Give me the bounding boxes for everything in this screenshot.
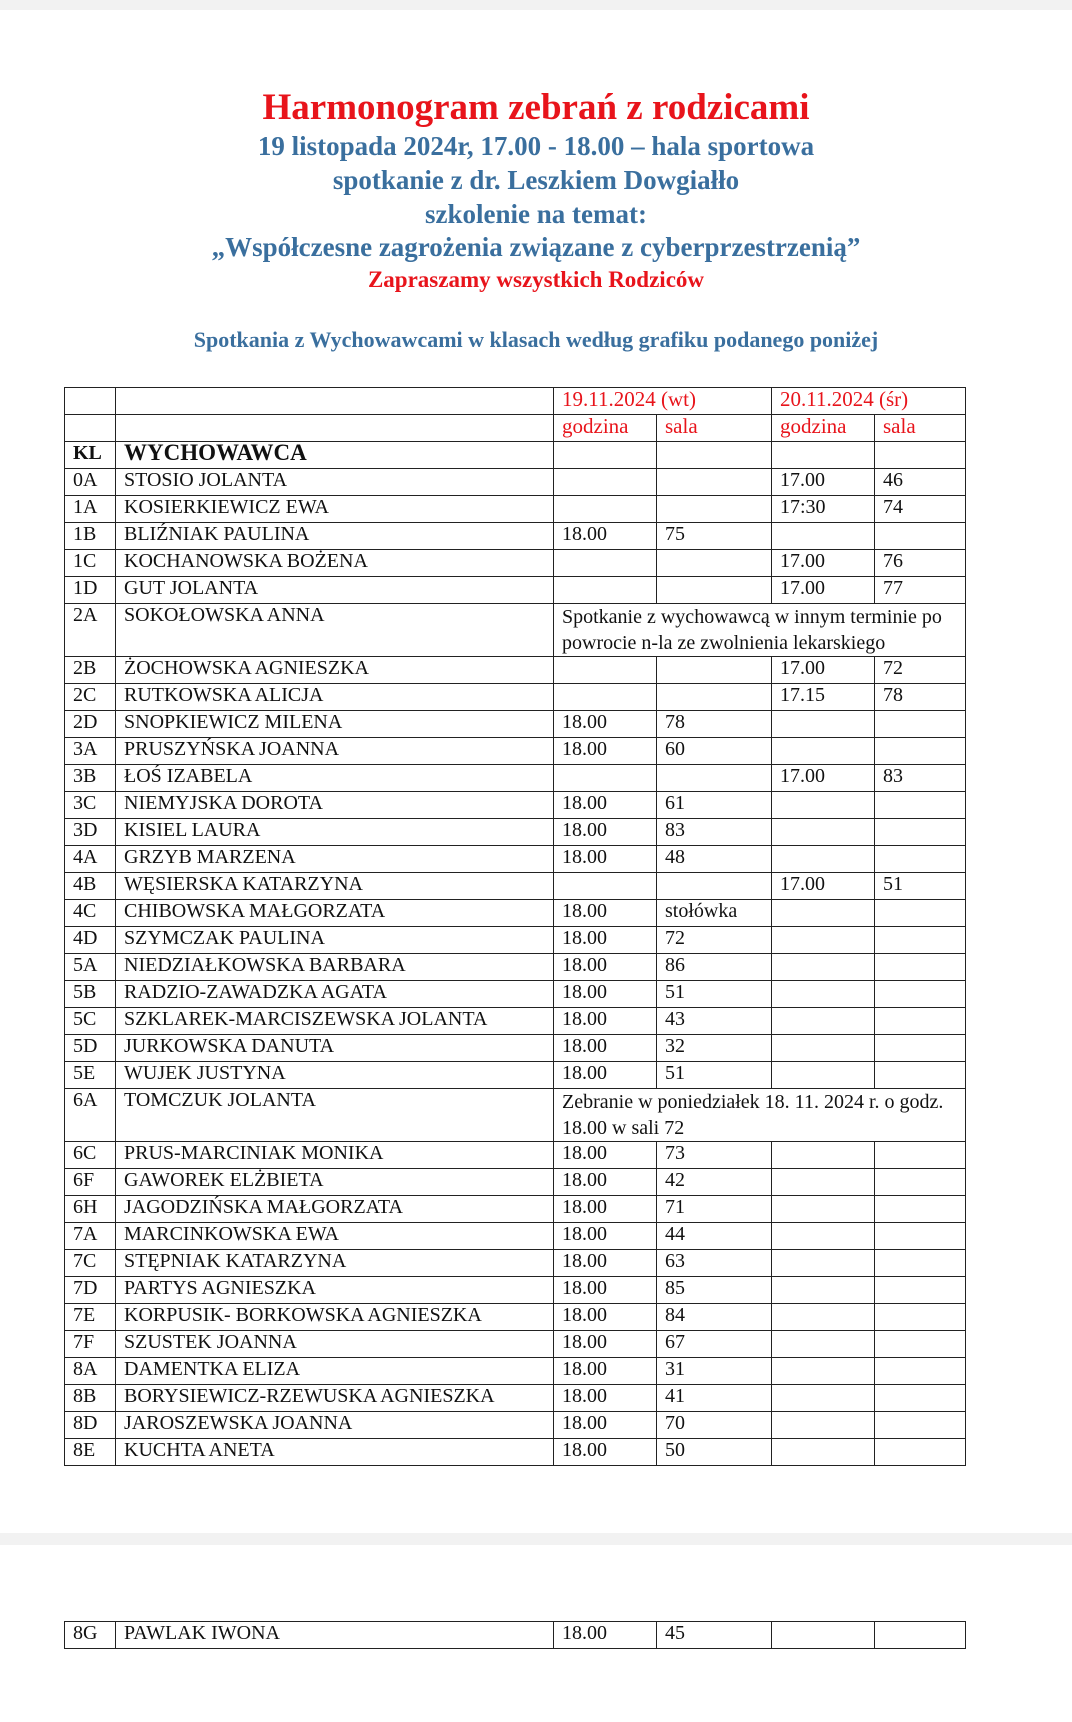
room-cell-day2: 77 <box>875 577 966 604</box>
time-cell-day1: 18.00 <box>554 711 657 738</box>
time-cell-day2 <box>772 1196 875 1223</box>
time-cell-day2 <box>772 900 875 927</box>
table-row <box>65 657 966 684</box>
room-cell-day2 <box>875 846 966 873</box>
time-cell-day2 <box>772 1277 875 1304</box>
class-cell: 4D <box>65 927 116 954</box>
room-cell-day2 <box>875 819 966 846</box>
teacher-cell: STOSIO JOLANTA <box>116 469 554 496</box>
room-cell-day1: 44 <box>657 1223 772 1250</box>
page-title: Harmonogram zebrań z rodzicami <box>262 87 810 128</box>
time-cell-day1: 18.00 <box>554 1385 657 1412</box>
teacher-cell: KOSIERKIEWICZ EWA <box>116 496 554 523</box>
schedule-table-continued <box>64 1621 966 1649</box>
class-cell: 2D <box>65 711 116 738</box>
room-cell-day2 <box>875 1196 966 1223</box>
teacher-cell: KISIEL LAURA <box>116 819 554 846</box>
time-cell-day2 <box>772 954 875 981</box>
room-cell-day2: 74 <box>875 496 966 523</box>
table-row <box>65 1089 966 1142</box>
room-cell-day1: 70 <box>657 1412 772 1439</box>
time-cell-day1 <box>554 469 657 496</box>
time-cell-day1: 18.00 <box>554 900 657 927</box>
teacher-cell: RADZIO-ZAWADZKA AGATA <box>116 981 554 1008</box>
table-row <box>65 1035 966 1062</box>
class-cell: 8B <box>65 1385 116 1412</box>
time-cell-day2 <box>772 1062 875 1089</box>
table-row <box>65 1223 966 1250</box>
column-header-row <box>65 415 966 442</box>
room-cell-day1 <box>657 657 772 684</box>
time-cell-day1: 18.00 <box>554 738 657 765</box>
class-cell: 1D <box>65 577 116 604</box>
room-cell-day1 <box>657 577 772 604</box>
time-cell-day1: 18.00 <box>554 1304 657 1331</box>
room-cell-day2 <box>875 1008 966 1035</box>
room-cell-day1 <box>657 469 772 496</box>
empty-cell <box>875 442 966 469</box>
room-cell-day1: 32 <box>657 1035 772 1062</box>
class-cell: 3B <box>65 765 116 792</box>
class-cell: 7D <box>65 1277 116 1304</box>
table-row <box>65 1439 966 1466</box>
room-cell-day2 <box>875 1035 966 1062</box>
room-cell-day2 <box>875 1223 966 1250</box>
room-cell-day1: 41 <box>657 1385 772 1412</box>
table-row <box>65 819 966 846</box>
room-cell-day1 <box>657 765 772 792</box>
class-cell: 8D <box>65 1412 116 1439</box>
room-cell-day2: 76 <box>875 550 966 577</box>
teacher-cell: PRUS-MARCINIAK MONIKA <box>116 1142 554 1169</box>
room-cell-day2 <box>875 1304 966 1331</box>
room-cell-day2: 51 <box>875 873 966 900</box>
teacher-cell: MARCINKOWSKA EWA <box>116 1223 554 1250</box>
teacher-cell: SZUSTEK JOANNA <box>116 1331 554 1358</box>
room-cell-day2 <box>875 927 966 954</box>
empty-cell <box>772 442 875 469</box>
schedule-table <box>64 387 966 1466</box>
class-cell: 8A <box>65 1358 116 1385</box>
time-cell-day2 <box>772 1250 875 1277</box>
room-cell-day1: stołówka <box>657 900 772 927</box>
time-header-1: godzina <box>554 415 657 442</box>
time-cell-day1 <box>554 496 657 523</box>
room-cell-day1: 43 <box>657 1008 772 1035</box>
table-row <box>65 1304 966 1331</box>
class-cell: 4A <box>65 846 116 873</box>
time-cell-day2 <box>772 846 875 873</box>
date-header-2: 20.11.2024 (śr) <box>772 388 966 415</box>
table-row <box>65 1008 966 1035</box>
class-cell: 7F <box>65 1331 116 1358</box>
time-cell-day2: 17:30 <box>772 496 875 523</box>
room-cell-day1 <box>657 684 772 711</box>
time-cell-day2: 17.15 <box>772 684 875 711</box>
room-cell-day2 <box>875 1277 966 1304</box>
empty-cell <box>116 415 554 442</box>
time-cell-day1: 18.00 <box>554 792 657 819</box>
time-cell-day1: 18.00 <box>554 1622 657 1649</box>
room-cell-day2: 83 <box>875 765 966 792</box>
teacher-cell: PAWLAK IWONA <box>116 1622 554 1649</box>
class-cell: 4C <box>65 900 116 927</box>
room-cell-day2 <box>875 1250 966 1277</box>
time-cell-day1: 18.00 <box>554 1008 657 1035</box>
table-row <box>65 765 966 792</box>
time-cell-day2 <box>772 927 875 954</box>
room-cell-day1: 51 <box>657 1062 772 1089</box>
time-cell-day2 <box>772 819 875 846</box>
table-row <box>65 469 966 496</box>
time-cell-day2 <box>772 1358 875 1385</box>
speaker-line: spotkanie z dr. Leszkiem Dowgiałło <box>332 165 740 195</box>
empty-cell <box>657 442 772 469</box>
document-page-1 <box>0 10 1072 1533</box>
class-cell: 1B <box>65 523 116 550</box>
table-row <box>65 792 966 819</box>
teacher-cell: JAROSZEWSKA JOANNA <box>116 1412 554 1439</box>
table-row <box>65 1358 966 1385</box>
table-row <box>65 873 966 900</box>
time-cell-day1: 18.00 <box>554 1358 657 1385</box>
table-row <box>65 684 966 711</box>
time-cell-day1 <box>554 657 657 684</box>
teacher-cell: SZYMCZAK PAULINA <box>116 927 554 954</box>
teacher-cell: BORYSIEWICZ-RZEWUSKA AGNIESZKA <box>116 1385 554 1412</box>
table-row <box>65 577 966 604</box>
room-cell-day1: 48 <box>657 846 772 873</box>
time-cell-day1 <box>554 684 657 711</box>
teacher-cell: PRUSZYŃSKA JOANNA <box>116 738 554 765</box>
empty-cell <box>554 442 657 469</box>
teacher-cell: SOKOŁOWSKA ANNA <box>116 604 554 657</box>
room-cell-day1 <box>657 873 772 900</box>
room-cell-day1: 72 <box>657 927 772 954</box>
table-row <box>65 711 966 738</box>
table-row <box>65 738 966 765</box>
class-cell: 6H <box>65 1196 116 1223</box>
time-cell-day1 <box>554 577 657 604</box>
table-row <box>65 523 966 550</box>
teacher-cell: RUTKOWSKA ALICJA <box>116 684 554 711</box>
room-cell-day2 <box>875 1412 966 1439</box>
class-cell: 5C <box>65 1008 116 1035</box>
time-cell-day2 <box>772 1169 875 1196</box>
time-cell-day1: 18.00 <box>554 1331 657 1358</box>
time-cell-day2 <box>772 738 875 765</box>
table-row <box>65 1331 966 1358</box>
room-cell-day2: 78 <box>875 684 966 711</box>
empty-cell <box>116 388 554 415</box>
time-cell-day1: 18.00 <box>554 1169 657 1196</box>
teacher-cell: GAWOREK ELŻBIETA <box>116 1169 554 1196</box>
room-cell-day1: 75 <box>657 523 772 550</box>
time-cell-day1: 18.00 <box>554 927 657 954</box>
class-cell: 1A <box>65 496 116 523</box>
room-cell-day2 <box>875 1622 966 1649</box>
time-cell-day2: 17.00 <box>772 657 875 684</box>
training-topic: „Współczesne zagrożenia związane z cyberprzestrzenią” <box>211 232 861 262</box>
table-row <box>65 604 966 657</box>
note-cell: Spotkanie z wychowawcą w innym terminie po powrocie n-la ze zwolnienia lekarskiego <box>554 604 966 657</box>
title-header-row <box>65 442 966 469</box>
table-row <box>65 1142 966 1169</box>
teacher-cell: KOCHANOWSKA BOŻENA <box>116 550 554 577</box>
time-cell-day1 <box>554 765 657 792</box>
time-cell-day1: 18.00 <box>554 1277 657 1304</box>
room-cell-day1: 84 <box>657 1304 772 1331</box>
room-cell-day2 <box>875 1385 966 1412</box>
table-row <box>65 927 966 954</box>
time-cell-day2 <box>772 1385 875 1412</box>
room-cell-day1: 42 <box>657 1169 772 1196</box>
time-cell-day1: 18.00 <box>554 1223 657 1250</box>
class-cell: 1C <box>65 550 116 577</box>
room-cell-day1: 67 <box>657 1331 772 1358</box>
teacher-cell: SNOPKIEWICZ MILENA <box>116 711 554 738</box>
table-row <box>65 981 966 1008</box>
invitation-line: Zapraszamy wszystkich Rodziców <box>367 267 705 292</box>
time-cell-day2 <box>772 711 875 738</box>
table-row <box>65 846 966 873</box>
time-cell-day1 <box>554 550 657 577</box>
time-cell-day2: 17.00 <box>772 577 875 604</box>
date-header-row <box>65 388 966 415</box>
table-row <box>65 900 966 927</box>
teacher-cell: CHIBOWSKA MAŁGORZATA <box>116 900 554 927</box>
time-cell-day1: 18.00 <box>554 1035 657 1062</box>
time-cell-day2 <box>772 1622 875 1649</box>
time-cell-day2: 17.00 <box>772 873 875 900</box>
event-date-line: 19 listopada 2024r, 17.00 - 18.00 – hala sportowa <box>257 131 815 161</box>
table-row <box>65 550 966 577</box>
class-cell: 7A <box>65 1223 116 1250</box>
time-cell-day1: 18.00 <box>554 819 657 846</box>
time-cell-day1: 18.00 <box>554 1196 657 1223</box>
time-cell-day2 <box>772 523 875 550</box>
teacher-cell: KORPUSIK- BORKOWSKA AGNIESZKA <box>116 1304 554 1331</box>
class-header: KL <box>65 442 116 469</box>
class-cell: 5D <box>65 1035 116 1062</box>
time-cell-day1: 18.00 <box>554 1439 657 1466</box>
teacher-cell: WUJEK JUSTYNA <box>116 1062 554 1089</box>
class-cell: 6C <box>65 1142 116 1169</box>
table-row <box>65 1062 966 1089</box>
room-header-2: sala <box>875 415 966 442</box>
room-cell-day2 <box>875 738 966 765</box>
class-cell: 0A <box>65 469 116 496</box>
room-cell-day1: 50 <box>657 1439 772 1466</box>
room-cell-day1: 51 <box>657 981 772 1008</box>
time-cell-day1 <box>554 873 657 900</box>
room-cell-day2: 46 <box>875 469 966 496</box>
teacher-cell: TOMCZUK JOLANTA <box>116 1089 554 1142</box>
teacher-cell: GRZYB MARZENA <box>116 846 554 873</box>
empty-cell <box>65 415 116 442</box>
room-cell-day1: 45 <box>657 1622 772 1649</box>
class-cell: 6F <box>65 1169 116 1196</box>
room-cell-day2 <box>875 1169 966 1196</box>
teacher-cell: ŻOCHOWSKA AGNIESZKA <box>116 657 554 684</box>
room-cell-day1: 61 <box>657 792 772 819</box>
class-cell: 5A <box>65 954 116 981</box>
time-cell-day2 <box>772 1035 875 1062</box>
time-header-2: godzina <box>772 415 875 442</box>
date-header-1: 19.11.2024 (wt) <box>554 388 772 415</box>
table-row <box>65 1385 966 1412</box>
room-cell-day2 <box>875 711 966 738</box>
room-cell-day1: 78 <box>657 711 772 738</box>
time-cell-day2 <box>772 1331 875 1358</box>
teacher-cell: JAGODZIŃSKA MAŁGORZATA <box>116 1196 554 1223</box>
table-row <box>65 1169 966 1196</box>
room-cell-day2 <box>875 792 966 819</box>
room-cell-day2 <box>875 1439 966 1466</box>
table-row <box>65 1622 966 1649</box>
table-row <box>65 1250 966 1277</box>
training-topic-label: szkolenie na temat: <box>425 199 647 229</box>
time-cell-day2: 17.00 <box>772 469 875 496</box>
room-cell-day1: 85 <box>657 1277 772 1304</box>
time-cell-day1: 18.00 <box>554 1142 657 1169</box>
class-cell: 3D <box>65 819 116 846</box>
table-row <box>65 1277 966 1304</box>
room-cell-day1: 60 <box>657 738 772 765</box>
time-cell-day1: 18.00 <box>554 1062 657 1089</box>
class-cell: 3C <box>65 792 116 819</box>
time-cell-day1: 18.00 <box>554 981 657 1008</box>
time-cell-day1: 18.00 <box>554 523 657 550</box>
room-cell-day2 <box>875 900 966 927</box>
teacher-cell: WĘSIERSKA KATARZYNA <box>116 873 554 900</box>
room-cell-day2 <box>875 1142 966 1169</box>
room-cell-day2 <box>875 954 966 981</box>
class-cell: 4B <box>65 873 116 900</box>
room-header-1: sala <box>657 415 772 442</box>
time-cell-day2 <box>772 1142 875 1169</box>
time-cell-day1: 18.00 <box>554 1250 657 1277</box>
room-cell-day1: 86 <box>657 954 772 981</box>
class-cell: 5B <box>65 981 116 1008</box>
time-cell-day2 <box>772 1304 875 1331</box>
time-cell-day2: 17.00 <box>772 550 875 577</box>
table-row <box>65 1196 966 1223</box>
teacher-cell: GUT JOLANTA <box>116 577 554 604</box>
time-cell-day1: 18.00 <box>554 846 657 873</box>
teacher-header: WYCHOWAWCA <box>116 442 554 469</box>
time-cell-day2 <box>772 1223 875 1250</box>
room-cell-day1 <box>657 550 772 577</box>
class-cell: 3A <box>65 738 116 765</box>
table-row <box>65 954 966 981</box>
note-cell: Zebranie w poniedziałek 18. 11. 2024 r. o godz. 18.00 w sali 72 <box>554 1089 966 1142</box>
room-cell-day1: 63 <box>657 1250 772 1277</box>
teacher-cell: NIEMYJSKA DOROTA <box>116 792 554 819</box>
class-cell: 8G <box>65 1622 116 1649</box>
room-cell-day1: 71 <box>657 1196 772 1223</box>
class-cell: 7C <box>65 1250 116 1277</box>
time-cell-day2 <box>772 981 875 1008</box>
table-row <box>65 496 966 523</box>
room-cell-day2 <box>875 1331 966 1358</box>
class-cell: 2C <box>65 684 116 711</box>
teacher-cell: DAMENTKA ELIZA <box>116 1358 554 1385</box>
teacher-cell: JURKOWSKA DANUTA <box>116 1035 554 1062</box>
room-cell-day2 <box>875 1062 966 1089</box>
room-cell-day2 <box>875 1358 966 1385</box>
room-cell-day1: 73 <box>657 1142 772 1169</box>
time-cell-day1: 18.00 <box>554 954 657 981</box>
schedule-subtitle: Spotkania z Wychowawcami w klasach według grafiku podanego poniżej <box>193 327 879 352</box>
room-cell-day2 <box>875 981 966 1008</box>
teacher-cell: ŁOŚ IZABELA <box>116 765 554 792</box>
teacher-cell: KUCHTA ANETA <box>116 1439 554 1466</box>
class-cell: 5E <box>65 1062 116 1089</box>
teacher-cell: STĘPNIAK KATARZYNA <box>116 1250 554 1277</box>
teacher-cell: NIEDZIAŁKOWSKA BARBARA <box>116 954 554 981</box>
class-cell: 8E <box>65 1439 116 1466</box>
room-cell-day1: 83 <box>657 819 772 846</box>
teacher-cell: SZKLAREK-MARCISZEWSKA JOLANTA <box>116 1008 554 1035</box>
document-page-2 <box>0 1545 1072 1722</box>
room-cell-day2: 72 <box>875 657 966 684</box>
table-row <box>65 1412 966 1439</box>
time-cell-day2 <box>772 1008 875 1035</box>
time-cell-day1: 18.00 <box>554 1412 657 1439</box>
time-cell-day2: 17.00 <box>772 765 875 792</box>
room-cell-day2 <box>875 523 966 550</box>
room-cell-day1: 31 <box>657 1358 772 1385</box>
time-cell-day2 <box>772 792 875 819</box>
class-cell: 2A <box>65 604 116 657</box>
room-cell-day1 <box>657 496 772 523</box>
teacher-cell: PARTYS AGNIESZKA <box>116 1277 554 1304</box>
class-cell: 7E <box>65 1304 116 1331</box>
class-cell: 6A <box>65 1089 116 1142</box>
class-cell: 2B <box>65 657 116 684</box>
time-cell-day2 <box>772 1439 875 1466</box>
time-cell-day2 <box>772 1412 875 1439</box>
teacher-cell: BLIŹNIAK PAULINA <box>116 523 554 550</box>
empty-cell <box>65 388 116 415</box>
